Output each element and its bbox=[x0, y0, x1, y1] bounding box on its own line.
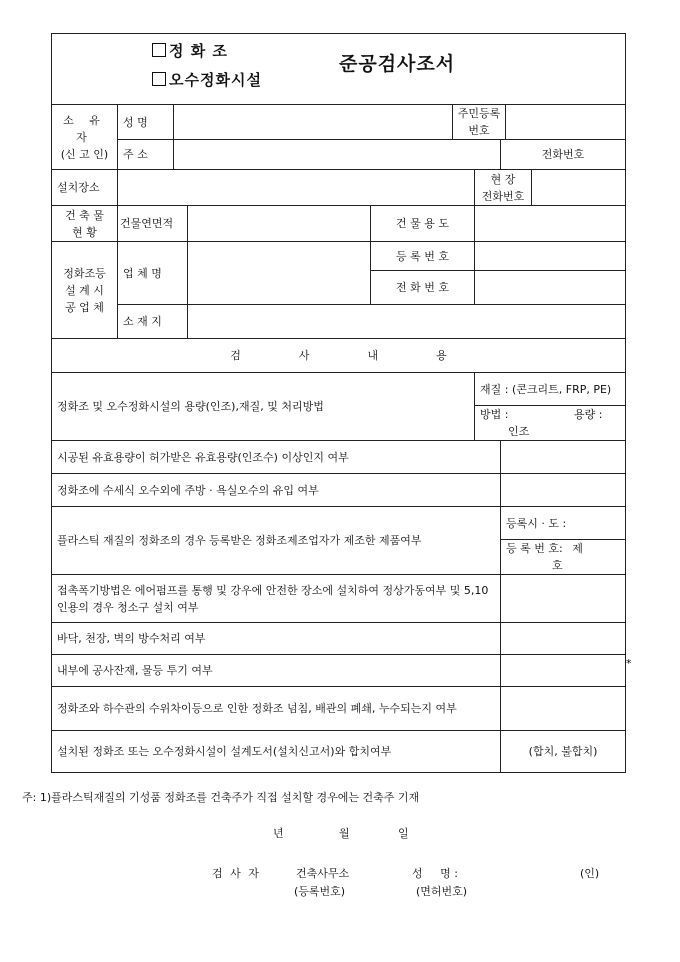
inspection-item: 내부에 공사잔재, 물등 투기 여부 bbox=[52, 655, 501, 687]
method-label: 방법 : bbox=[480, 408, 509, 421]
license-number-label: (면허번호) bbox=[416, 885, 468, 898]
reg-number-field[interactable]: 등 록 번 호: 제 호 bbox=[501, 540, 626, 575]
inspection-item: 정화조에 수세식 오수외에 주방 · 욕실오수의 유입 여부 bbox=[52, 474, 501, 507]
owner-label: 소 유 자 (신 고 인) bbox=[52, 105, 118, 170]
registration-number-label: (등록번호) bbox=[294, 885, 346, 898]
checkbox-sewage-facility[interactable] bbox=[152, 72, 166, 86]
material-field[interactable]: 재질 : (콘크리트, FRP, PE) bbox=[475, 373, 626, 406]
inspection-capacity-item: 정화조 및 오수정화시설의 용량(인조),재질, 및 처리방법 bbox=[52, 373, 475, 441]
capacity-unit: 인조 bbox=[508, 425, 530, 438]
building-label: 건 축 물 현 황 bbox=[52, 206, 118, 242]
contractor-phone-field[interactable] bbox=[475, 271, 626, 305]
inspection-form-table bbox=[51, 33, 626, 773]
owner-name-field[interactable] bbox=[174, 105, 453, 140]
owner-name-label: 성 명 bbox=[118, 105, 174, 140]
capacity-label: 용량 : bbox=[573, 408, 603, 421]
inspection-result-field[interactable] bbox=[501, 441, 626, 474]
sewage-facility-option[interactable]: 오수정화시설 bbox=[152, 72, 262, 89]
building-use-label: 건 물 용 도 bbox=[371, 206, 475, 242]
inspection-result-field[interactable] bbox=[501, 655, 626, 687]
inspection-result-field[interactable] bbox=[501, 474, 626, 507]
owner-id-field[interactable] bbox=[506, 105, 626, 140]
site-phone-field[interactable] bbox=[532, 170, 626, 206]
office-label: 건축사무소 bbox=[296, 867, 350, 880]
inspector-name-label: 성 명 : bbox=[412, 867, 458, 880]
owner-phone-label: 전화번호 bbox=[501, 140, 626, 170]
contractor-label: 정화조등 설 계 시 공 업 체 bbox=[52, 242, 118, 339]
contractor-location-field[interactable] bbox=[188, 305, 626, 339]
owner-id-label: 주민등록번호 bbox=[453, 105, 506, 140]
inspector-label: 검 사 자 bbox=[212, 867, 261, 880]
owner-address-label: 주 소 bbox=[118, 140, 174, 170]
date-day-label: 일 bbox=[398, 827, 409, 840]
footnote: 주: 1)플라스틱재질의 기성품 정화조를 건축주가 직접 설치할 경우에는 건축주 기재 bbox=[22, 791, 420, 804]
method-capacity-field[interactable] bbox=[475, 406, 626, 441]
conformity-field[interactable]: (합치, 불합치) bbox=[501, 731, 626, 773]
inspection-item: 바닥, 천장, 벽의 방수처리 여부 bbox=[52, 623, 501, 655]
contractor-location-label: 소 재 지 bbox=[118, 305, 188, 339]
inspection-item: 시공된 유효용량이 허가받은 유효용량(인조수) 이상인지 여부 bbox=[52, 441, 501, 474]
margin-mark: * bbox=[626, 657, 632, 670]
inspection-item: 설치된 정화조 또는 오수정화시설이 설계도서(설치신고서)와 합치여부 bbox=[52, 731, 501, 773]
septic-tank-option[interactable]: 정 화 조 bbox=[152, 43, 228, 60]
building-area-field[interactable] bbox=[188, 206, 371, 242]
site-location-label: 설치장소 bbox=[52, 170, 118, 206]
inspection-item: 플라스틱 재질의 정화조의 경우 등록받은 정화조제조업자가 제조한 제품여부 bbox=[52, 507, 501, 575]
contractor-company-field[interactable] bbox=[188, 242, 371, 305]
date-year-label: 년 bbox=[273, 827, 284, 840]
contractor-company-label: 업 체 명 bbox=[118, 242, 188, 305]
inspection-result-field[interactable] bbox=[501, 687, 626, 731]
inspection-result-field[interactable] bbox=[501, 623, 626, 655]
document-title: 준공검사조서 bbox=[339, 53, 456, 75]
inspection-item: 정화조와 하수관의 수위차이등으로 인한 정화조 넘침, 배관의 폐쇄, 누수되는지 여부 bbox=[52, 687, 501, 731]
contractor-reg-label: 등 록 번 호 bbox=[371, 242, 475, 271]
site-phone-label: 현 장 전화번호 bbox=[475, 170, 532, 206]
site-location-field[interactable] bbox=[118, 170, 475, 206]
seal-mark: (인) bbox=[580, 867, 600, 880]
form-header bbox=[52, 34, 626, 105]
date-month-label: 월 bbox=[339, 827, 350, 840]
reg-city-field[interactable]: 등록시 · 도 : bbox=[501, 507, 626, 540]
owner-address-field[interactable] bbox=[174, 140, 501, 170]
contractor-phone-label: 전 화 번 호 bbox=[371, 271, 475, 305]
inspection-section-title: 검사내용 bbox=[52, 339, 626, 373]
inspection-item: 접촉폭기방법은 에어펌프를 통행 및 강우에 안전한 장소에 설치하여 정상가동여부 및 5,10인용의 경우 청소구 설치 여부 bbox=[52, 575, 501, 623]
contractor-reg-field[interactable] bbox=[475, 242, 626, 271]
inspection-result-field[interactable] bbox=[501, 575, 626, 623]
checkbox-septic-tank[interactable] bbox=[152, 43, 166, 57]
building-use-field[interactable] bbox=[475, 206, 626, 242]
building-area-label: 건물연면적 bbox=[118, 206, 188, 242]
